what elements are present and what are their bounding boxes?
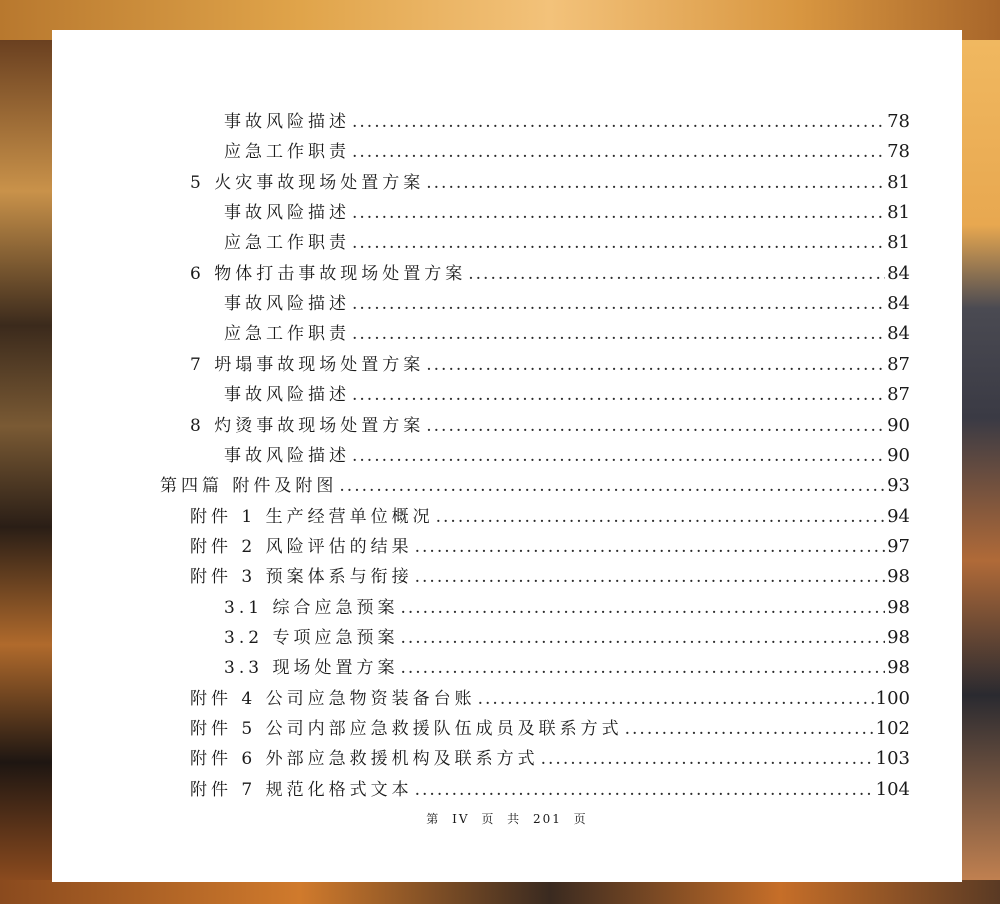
document-page (52, 30, 962, 882)
toc-entry-title: 3.3 现场处置方案 (224, 658, 399, 679)
toc-entry[interactable] (52, 684, 962, 714)
toc-entry[interactable] (52, 319, 962, 349)
toc-entry-page: 94 (887, 505, 910, 527)
toc-entry-title: 附件 7 规范化格式文本 (190, 779, 413, 800)
toc-entry-page: 84 (887, 293, 910, 315)
toc-entry[interactable] (52, 653, 962, 683)
toc-entry[interactable] (52, 380, 962, 410)
toc-entry-page: 98 (887, 596, 910, 618)
toc-leader-dots (352, 203, 885, 223)
toc-entry-title: 3.2 专项应急预案 (224, 627, 399, 648)
toc-entry[interactable] (52, 562, 962, 592)
toc-leader-dots (352, 142, 885, 162)
background-right-photo (962, 40, 1000, 880)
toc-entry[interactable] (52, 228, 962, 258)
toc-entry[interactable] (52, 441, 962, 471)
toc-entry-page: 78 (887, 111, 910, 132)
toc-entry-title: 事故风险描述 (224, 203, 350, 224)
toc-entry-page: 87 (887, 353, 910, 375)
toc-entry-title: 附件 3 预案体系与衔接 (190, 567, 413, 588)
toc-entry-page: 93 (887, 475, 910, 497)
toc-entry[interactable] (52, 137, 962, 167)
toc-leader-dots (400, 658, 885, 678)
toc-entry-title: 事故风险描述 (224, 294, 350, 315)
toc-entry-title: 事故风险描述 (224, 385, 350, 406)
toc-entry[interactable] (52, 107, 962, 137)
toc-entry-title: 8 灼烫事故现场处置方案 (190, 415, 425, 436)
toc-leader-dots (426, 355, 885, 375)
toc-entry-title: 7 坍塌事故现场处置方案 (190, 354, 425, 375)
toc-entry-title: 事故风险描述 (224, 445, 350, 466)
toc-entry[interactable] (52, 350, 962, 380)
background-left-photo (0, 40, 52, 880)
toc-leader-dots (478, 689, 874, 709)
toc-leader-dots (352, 294, 885, 314)
toc-leader-dots (426, 173, 885, 193)
toc-entry[interactable] (52, 289, 962, 319)
toc-entry-page: 84 (887, 323, 910, 345)
toc-entry-title: 应急工作职责 (224, 324, 350, 345)
toc-entry[interactable] (52, 168, 962, 198)
toc-leader-dots (400, 598, 885, 618)
toc-entry-page: 78 (887, 141, 910, 163)
toc-leader-dots (400, 628, 885, 648)
toc-entry[interactable] (52, 593, 962, 623)
toc-leader-dots (415, 780, 874, 800)
toc-entry-page: 97 (887, 535, 910, 557)
toc-leader-dots (352, 324, 885, 344)
toc-entry-title: 附件 5 公司内部应急救援队伍成员及联系方式 (190, 719, 623, 739)
toc-leader-dots (352, 385, 885, 405)
toc-entry-page: 103 (875, 748, 910, 770)
toc-leader-dots (352, 446, 885, 466)
toc-leader-dots (415, 567, 885, 587)
toc-leader-dots (415, 537, 885, 557)
toc-entry[interactable] (52, 471, 962, 501)
toc-entry[interactable] (52, 714, 962, 744)
toc-entry-page: 87 (887, 384, 910, 406)
toc-entry-page: 90 (887, 444, 910, 466)
toc-entry-title: 事故风险描述 (224, 112, 350, 132)
toc-leader-dots (352, 233, 885, 253)
toc-entry-page: 102 (875, 718, 910, 739)
toc-entry[interactable] (52, 775, 962, 805)
toc-leader-dots (436, 507, 885, 527)
toc-entry-page: 98 (887, 657, 910, 679)
toc-entry[interactable] (52, 532, 962, 562)
toc-leader-dots (541, 749, 874, 769)
toc-leader-dots (426, 416, 885, 436)
toc-entry[interactable] (52, 198, 962, 228)
toc-entry-title: 3.1 综合应急预案 (224, 597, 399, 618)
toc-entry-title: 6 物体打击事故现场处置方案 (190, 263, 467, 284)
toc-entry-page: 98 (887, 626, 910, 648)
toc-entry-page: 90 (887, 414, 910, 436)
toc-leader-dots (625, 719, 874, 739)
toc-entry-title: 附件 2 风险评估的结果 (190, 536, 413, 557)
toc-entry-title: 5 火灾事故现场处置方案 (190, 172, 425, 193)
toc-entry-page: 104 (875, 778, 910, 800)
toc-leader-dots (352, 112, 885, 132)
toc-entry[interactable] (52, 744, 962, 774)
toc-entry-title: 第四篇 附件及附图 (160, 476, 338, 497)
toc-entry-page: 81 (887, 171, 910, 193)
toc-entry[interactable] (52, 259, 962, 289)
toc-entry-page: 84 (887, 262, 910, 284)
toc-entry-title: 附件 4 公司应急物资装备台账 (190, 688, 476, 709)
toc-entry-title: 附件 1 生产经营单位概况 (190, 506, 434, 527)
toc-entry-title: 附件 6 外部应急救援机构及联系方式 (190, 749, 539, 770)
toc-entry[interactable] (52, 502, 962, 532)
toc-entry-page: 98 (887, 566, 910, 588)
toc-leader-dots (468, 264, 885, 284)
toc-entry-page: 100 (875, 687, 910, 709)
toc-entry-page: 81 (887, 202, 910, 224)
page-footer: 第 IV 页 共 201 页 (426, 812, 588, 826)
toc-entry[interactable] (52, 623, 962, 653)
toc-entry-title: 应急工作职责 (224, 142, 350, 163)
toc-entry-title: 应急工作职责 (224, 233, 350, 254)
background-bottom-photo (0, 880, 1000, 904)
toc-entry[interactable] (52, 411, 962, 441)
toc-entry-page: 81 (887, 232, 910, 254)
toc-leader-dots (339, 476, 885, 496)
